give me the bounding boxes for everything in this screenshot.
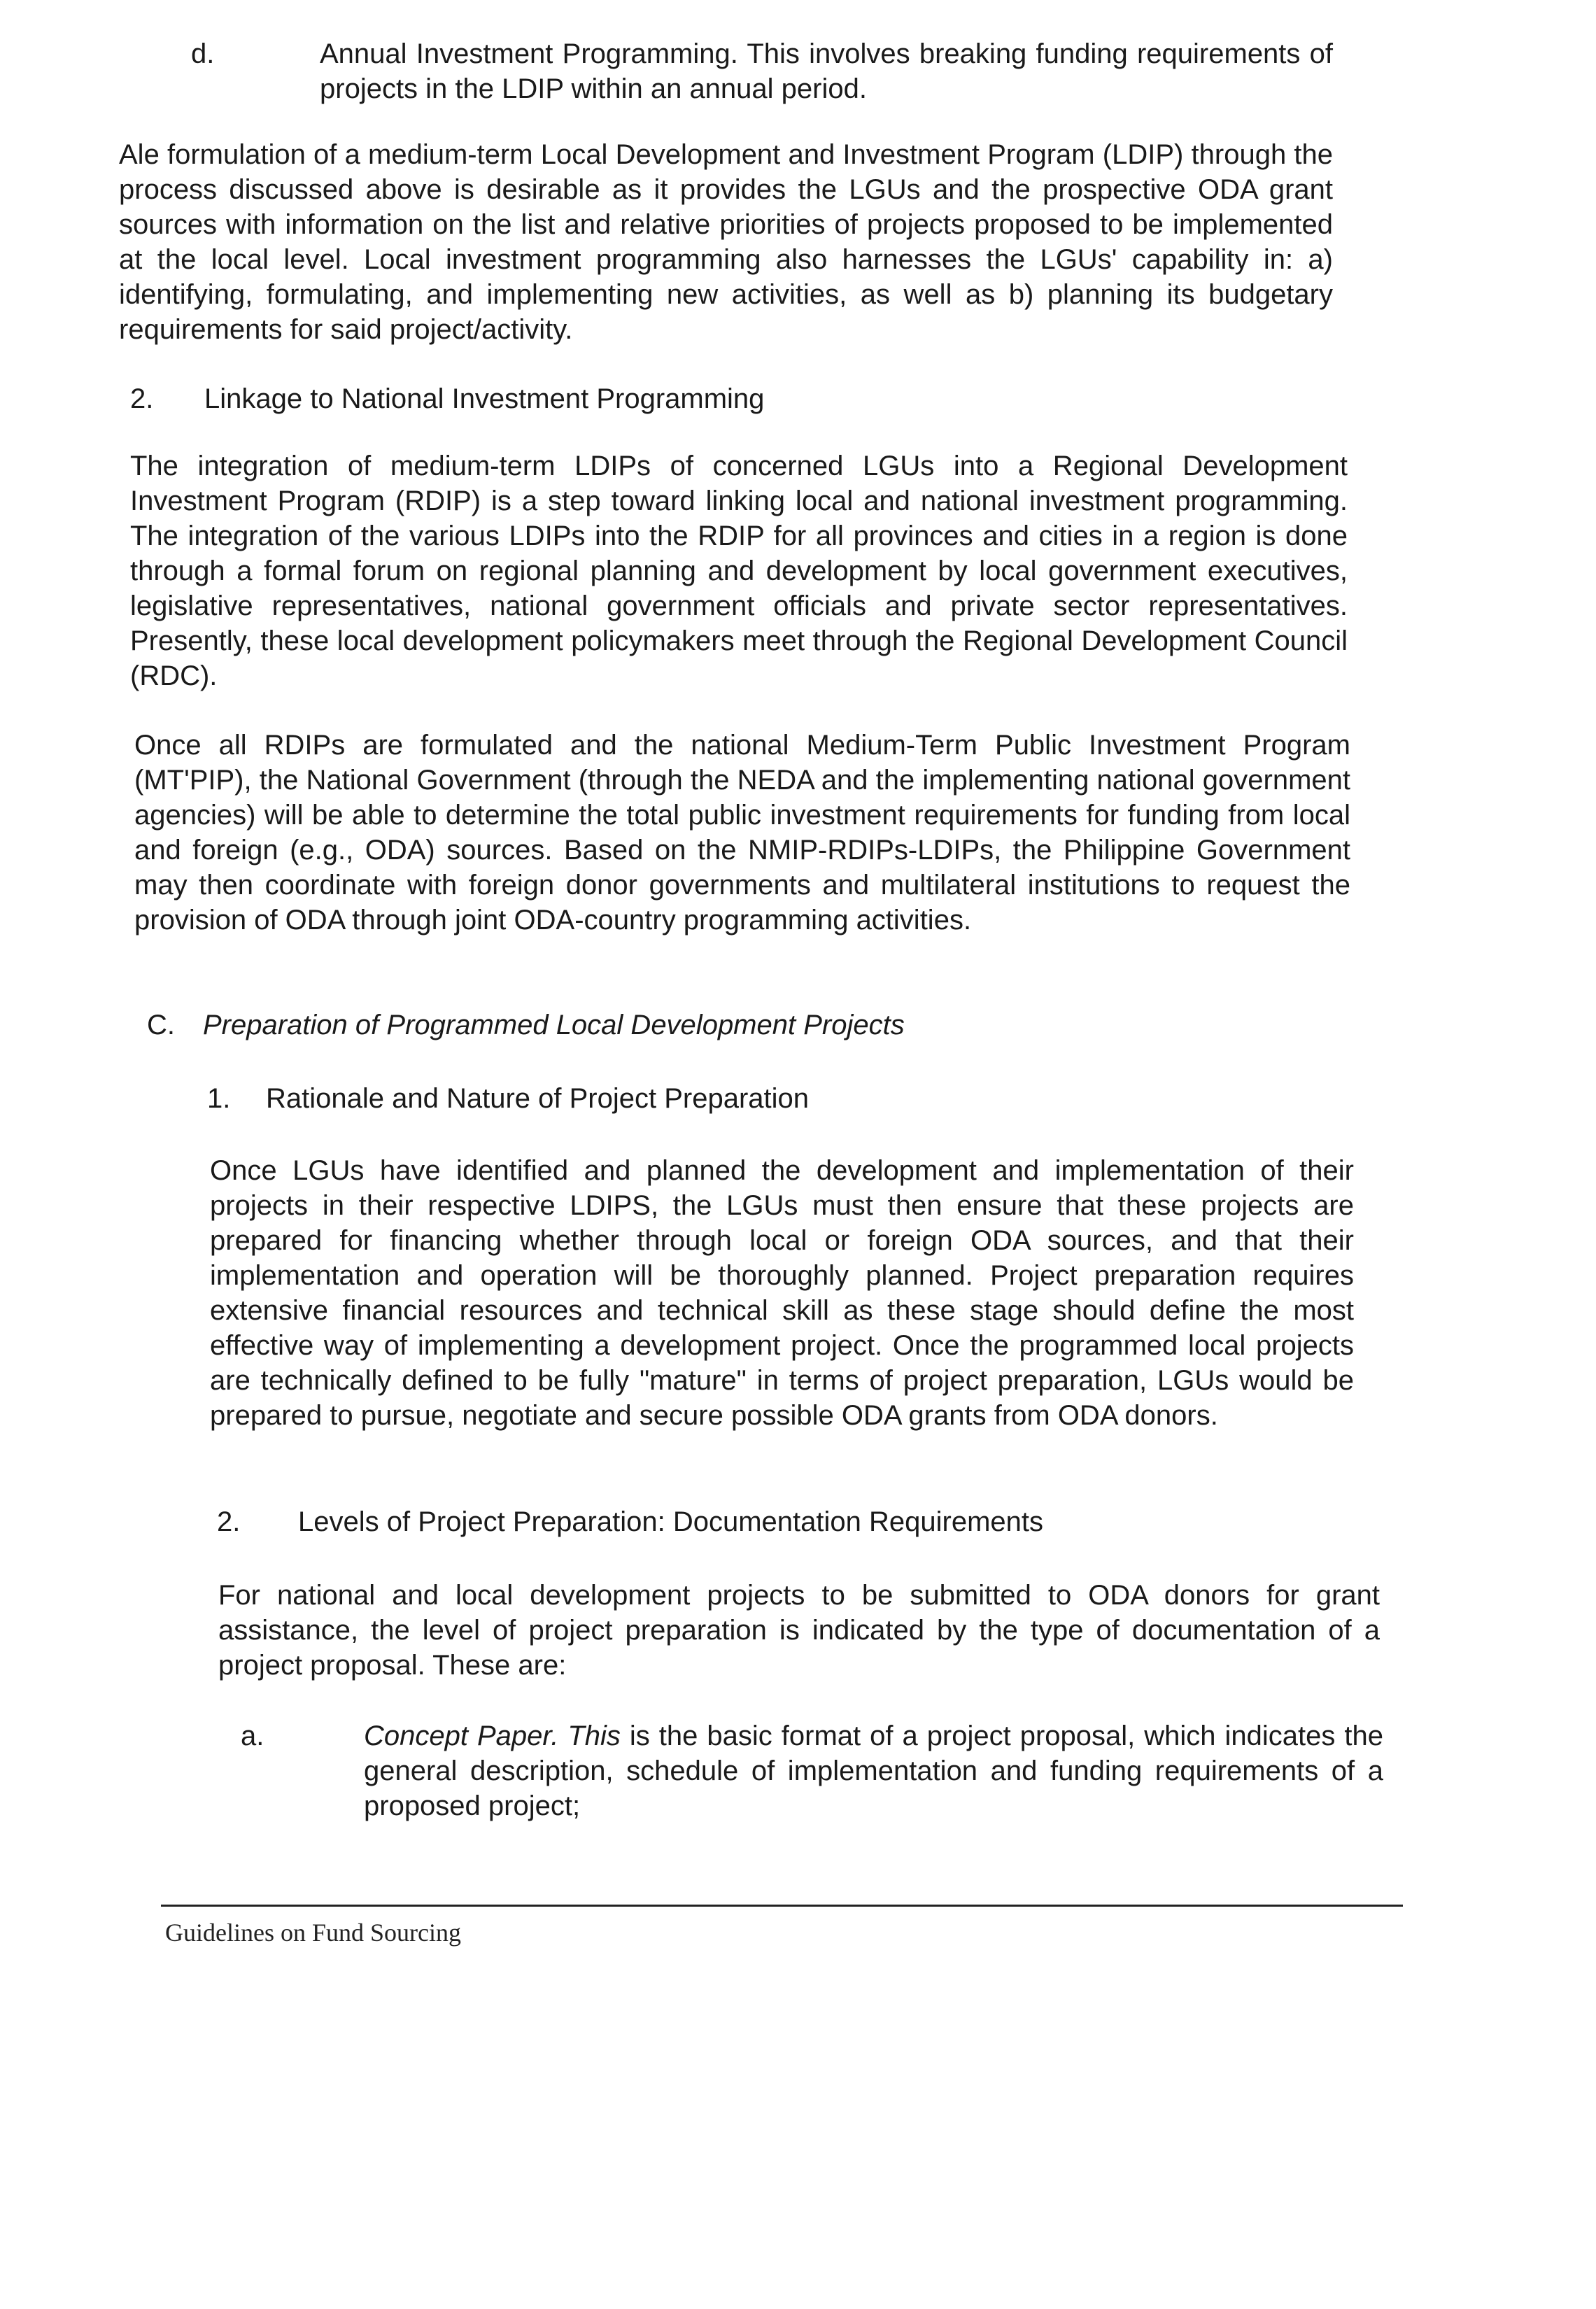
item-d-title: Annual Investment Programming. <box>320 38 738 69</box>
item-d <box>191 36 1333 106</box>
subsection-2-heading <box>217 1504 1043 1539</box>
subsection-1-heading <box>207 1081 809 1116</box>
item-a-title: Concept Paper. <box>364 1721 559 1751</box>
section-c-title: Preparation of Programmed Local Development Projects <box>203 1010 905 1040</box>
section-c-heading <box>147 1008 905 1043</box>
paragraph-levels: For national and local development projects to be submitted to ODA donors for grant assistance, the level of project preparation is indicated by the type of documentation of a project proposal. These are: <box>218 1580 1380 1681</box>
paragraph-preparation: Once LGUs have identified and planned the development and implementation of their projects in their respective LDIPS, the LGUs must then ensure that these projects are prepared for financing whether through local or foreign ODA sources, and that their implementation and operation will be thoroughly planned. Project preparation requires extensive financial resources and technical skill as these stage should define the most effective way of implementing a development project. Once the programmed local projects are technically defined to be fully "mature" in terms of project preparation, LGUs would be prepared to pursue, negotiate and secure possible ODA grants from ODA donors. <box>210 1155 1354 1431</box>
paragraph-rdip: The integration of medium-term LDIPs of concerned LGUs into a Regional Development Investment Program (RDIP) is a step toward linking local and national investment programming. The integration of the various LDIPs into the RDIP for all provinces and cities in a region is done through a formal forum on regional planning and development by local government executives, legislative representatives, national government officials and private sector representatives. Presently, these local development policymakers meet through the Regional Development Council (RDC). <box>130 451 1348 691</box>
section-2-title: Linkage to National Investment Programming <box>204 383 765 414</box>
footer-rule <box>161 1905 1403 1907</box>
section-c-marker: C. <box>147 1010 175 1040</box>
footer-text: Guidelines on Fund Sourcing <box>165 1919 461 1947</box>
section-2-heading <box>130 381 764 416</box>
item-d-text: This involves breaking funding requirements of projects in the LDIP within an annual period. <box>320 38 1333 104</box>
item-d-marker: d. <box>191 38 215 69</box>
subsection-2-title: Levels of Project Preparation: Documentation Requirements <box>298 1506 1043 1537</box>
subsection-1-marker: 1. <box>207 1083 231 1114</box>
section-2-marker: 2. <box>130 383 154 414</box>
item-a-italic-word: This <box>567 1721 621 1751</box>
paragraph-mtpip: Once all RDIPs are formulated and the national Medium-Term Public Investment Program (MT'PIP), the National Government (through the NEDA and the implementing national government agencies) will be able to determine the total public investment requirements for funding from local and foreign (e.g., ODA) sources. Based on the NMIP-RDIPs-LDIPs, the Philippine Government may then coordinate with foreign donor governments and multilateral institutions to request the provision of ODA through joint ODA-country programming activities. <box>134 730 1350 935</box>
item-a-text: is the basic format of a project proposal, which indicates the general description, schedule of implementation and funding requirements of a proposed project; <box>364 1721 1383 1821</box>
subsection-1-title: Rationale and Nature of Project Preparation <box>266 1083 810 1114</box>
item-a <box>241 1718 1383 1823</box>
subsection-2-marker: 2. <box>217 1506 241 1537</box>
item-a-marker: a. <box>241 1721 264 1751</box>
paragraph-ldip: Ale formulation of a medium-term Local Development and Investment Program (LDIP) through the process discussed above is desirable as it provides the LGUs and the prospective ODA grant sources with information on the list and relative priorities of projects proposed to be implemented at the local level. Local investment programming also harnesses the LGUs' capability in: a) identifying, formulating, and implementing new activities, as well as b) planning its budgetary requirements for said project/activity. <box>119 139 1333 345</box>
